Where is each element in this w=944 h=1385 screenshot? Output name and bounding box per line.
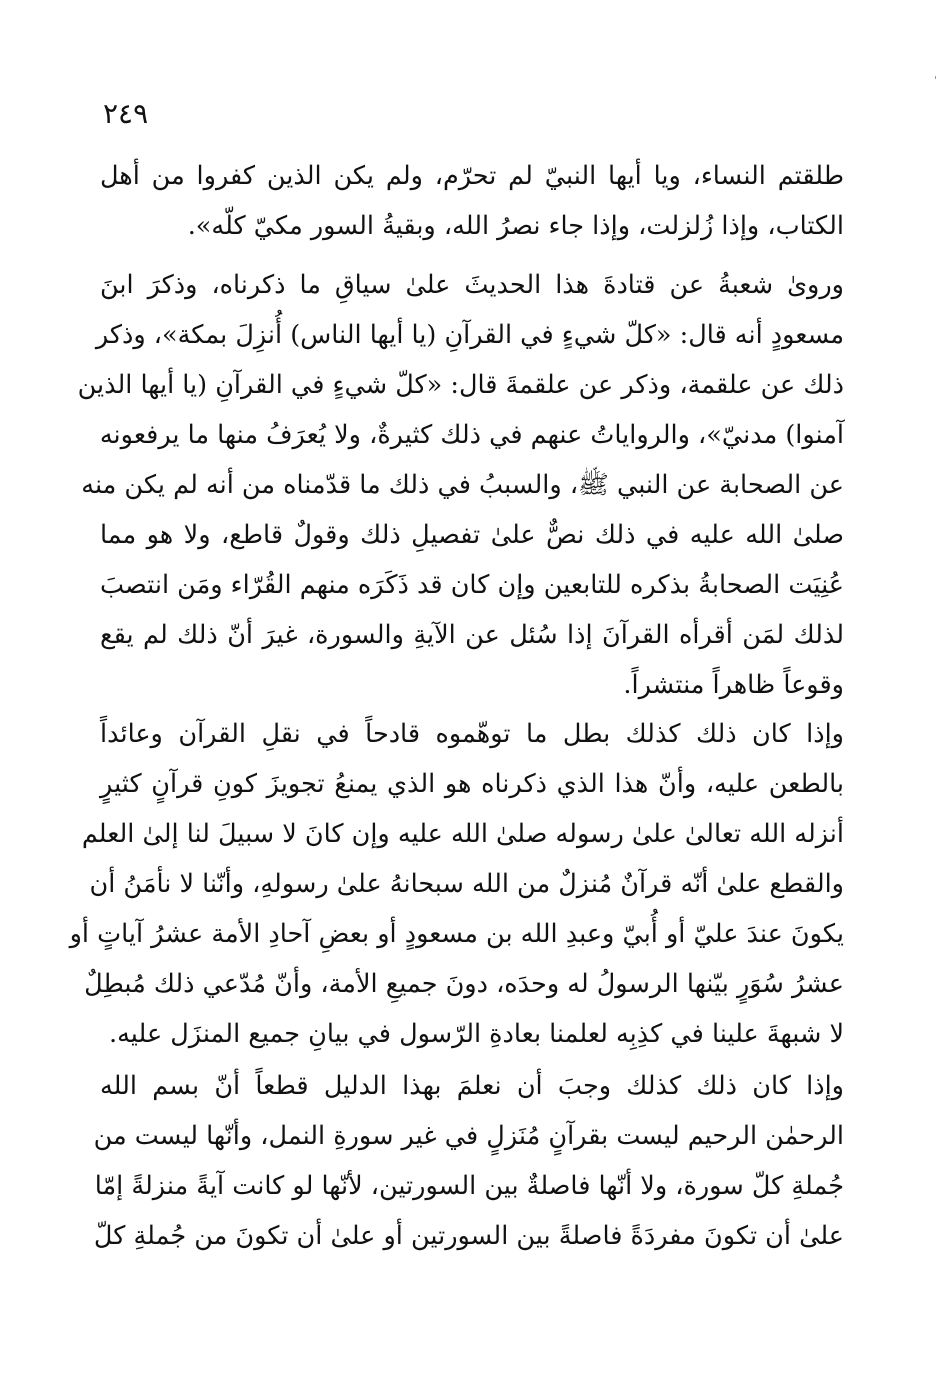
page-edge-mark (935, 76, 936, 79)
text-line: عن الصحابة عن النبي ﷺ، والسببُ في ذلك ما قدّمناه من أنه لم يكن منه (81, 470, 844, 500)
paragraph-1 (100, 151, 844, 251)
text-line: صلىٰ الله عليه في ذلك نصٌّ علىٰ تفصيلِ ذلك وقولٌ قاطع، ولا هو مما (100, 520, 844, 550)
text-line: لا شبهةَ علينا في كذِبِه لعلمنا بعادةِ الرّسول في بيانِ جميع المنزَل عليه. (109, 1019, 844, 1049)
text-line: عشرُ سُوَرٍ بيّنها الرسولُ له وحدَه، دونَ جميعِ الأمة، وأنّ مُدّعي ذلك مُبطِلٌ (84, 969, 844, 999)
text-line: لذلك لمَن أقرأه القرآنَ إذا سُئل عن الآيةِ والسورة، غيرَ أنّ ذلك لم يقع (100, 620, 844, 650)
text-line: علىٰ أن تكونَ مفردَةً فاصلةً بين السورتين أو علىٰ أن تكونَ من جُملةِ كلّ (93, 1221, 844, 1251)
text-line: الرحمٰن الرحيم ليست بقرآنٍ مُنَزلٍ في غير سورةِ النمل، وأنّها ليست من (93, 1121, 844, 1151)
text-line: طلقتم النساء، ويا أيها النبيّ لم تحرّم، ولم يكن الذين كفروا من أهل (100, 161, 844, 191)
text-line: وروىٰ شعبةُ عن قتادةَ هذا الحديثَ علىٰ سياقِ ما ذكرناه، وذكرَ ابنَ (100, 270, 844, 300)
text-line: ذلك عن علقمة، وذكر عن علقمةَ قال: «كلّ شيءٍ في القرآنِ (يا أيها الذين (77, 370, 844, 400)
text-line: آمنوا) مدنيّ»، والرواياتُ عنهم في ذلك كثيرةٌ، ولا يُعرَفُ منها ما يرفعونه (99, 420, 844, 450)
paragraph-4 (93, 1061, 844, 1261)
paragraph-2 (77, 260, 844, 710)
text-line: يكونَ عندَ عليّ أو أُبيّ وعبدِ الله بن مسعودٍ أو بعضِ آحادِ الأمة عشرُ آياتٍ أو (69, 919, 844, 949)
paragraph-3 (69, 709, 844, 1059)
text-line: وإذا كان ذلك كذلك وجبَ أن نعلمَ بهذا الدليل قطعاً أنّ بسم الله (100, 1071, 844, 1101)
text-line: وقوعاً ظاهراً منتشراً. (623, 670, 844, 700)
page-number: ٢٤٩ (103, 97, 149, 130)
text-line: والقطع علىٰ أنّه قرآنٌ مُنزلٌ من الله سبحانهُ علىٰ رسولهِ، وأنّنا لا نأمَنُ أن (89, 869, 844, 899)
text-line: بالطعن عليه، وأنّ هذا الذي ذكرناه هو الذي يمنعُ تجويزَ كونِ قرآنٍ كثيرٍ (100, 769, 844, 799)
text-line: أنزله الله تعالىٰ علىٰ رسوله صلىٰ الله عليه وإن كانَ لا سبيلَ لنا إلىٰ العلم (81, 819, 844, 849)
text-line: مسعودٍ أنه قال: «كلّ شيءٍ في القرآنِ (يا أيها الناس) أُنزِلَ بمكة»، وذكر (95, 320, 844, 350)
text-line: عُنِيَت الصحابةُ بذكره للتابعين وإن كان قد ذَكَرَه منهم القُرّاء ومَن انتصبَ (100, 570, 844, 600)
text-line: جُملةِ كلّ سورة، ولا أنّها فاصلةٌ بين السورتين، لأنّها لو كانت آيةً منزلةً إمّا (94, 1171, 844, 1201)
text-line: وإذا كان ذلك كذلك بطل ما توهّموه قادحاً في نقلِ القرآن وعائداً (100, 719, 844, 749)
text-line: الكتاب، وإذا زُلزلت، وإذا جاء نصرُ الله، وبقيةُ السور مكيّ كلّه». (187, 211, 844, 241)
